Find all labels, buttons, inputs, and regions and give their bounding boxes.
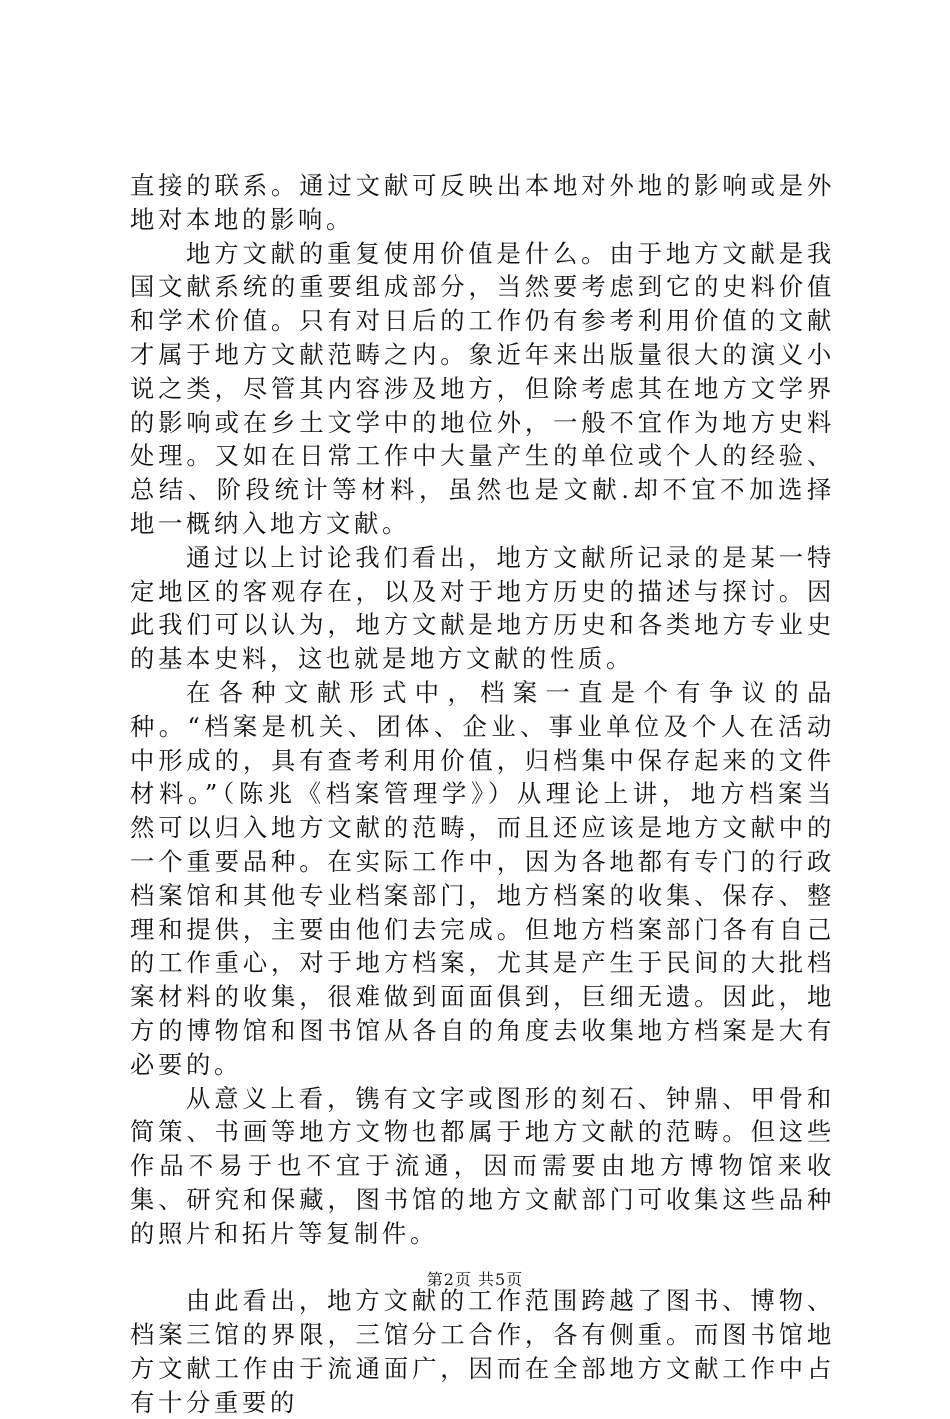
paragraph-nature: 通过以上讨论我们看出，地方文献所记录的是某一特定地区的客观存在，以及对于地方历史的描述与探讨。因此我们可以认为，地方文献是地方历史和各类地方专业史的基本史料，这也就是地方文献的性质。 <box>130 542 835 674</box>
paragraph-scope: 由此看出，地方文献的工作范围跨越了图书、博物、档案三馆的界限，三馆分工合作，各有侧重。而图书馆地方文献工作由于流通面广，因而在全部地方文献工作中占有十分重要的 <box>130 1286 835 1417</box>
paragraph-reuse-value: 地方文献的重复使用价值是什么。由于地方文献是我国文献系统的重要组成部分，当然要考虑到它的史料价值和学术价值。只有对日后的工作仍有参考利用价值的文献才属于地方文献范畴之内。象近年来出版量很大的演义小说之类，尽管其内容涉及地方，但除考虑其在地方文学界的影响或在乡土文学中的地位外，一般不宜作为地方史料处理。又如在日常工作中大量产生的单位或个人的经验、总结、阶段统计等材料，虽然也是文献.却不宜不加选择地一概纳入地方文献。 <box>130 238 835 538</box>
page-number-footer: 第2页 共5页 <box>426 1270 524 1289</box>
paragraph-archives: 在各种文献形式中，档案一直是个有争议的品种。“档案是机关、团体、企业、事业单位及个人在活动中形成的，具有查考利用价值，归档集中保存起来的文件材料。”（陈兆《档案管理学》）从理论上讲，地方档案当然可以归入地方文献的范畴，而且还应该是地方文献中的一个重要品种。在实际工作中，因为各地都有专门的行政档案馆和其他专业档案部门，地方档案的收集、保存、整理和提供，主要由他们去完成。但地方档案部门各有自己的工作重心，对于地方档案，尤其是产生于民间的大批档案材料的收集，很难做到面面俱到，巨细无遗。因此，地方的博物馆和图书馆从各自的角度去收集地方档案是大有必要的。 <box>130 677 835 1079</box>
document-body <box>130 169 835 1419</box>
paragraph-relics: 从意义上看，镌有文字或图形的刻石、钟鼎、甲骨和简策、书画等地方文物也都属于地方文献的范畴。但这些作品不易于也不宜于流通，因而需要由地方博物馆来收集、研究和保藏，图书馆的地方文献部门可收集这些品种的照片和拓片等复制件。 <box>130 1083 835 1248</box>
paragraph-continuation: 直接的联系。通过文献可反映出本地对外地的影响或是外地对本地的影响。 <box>130 171 835 234</box>
